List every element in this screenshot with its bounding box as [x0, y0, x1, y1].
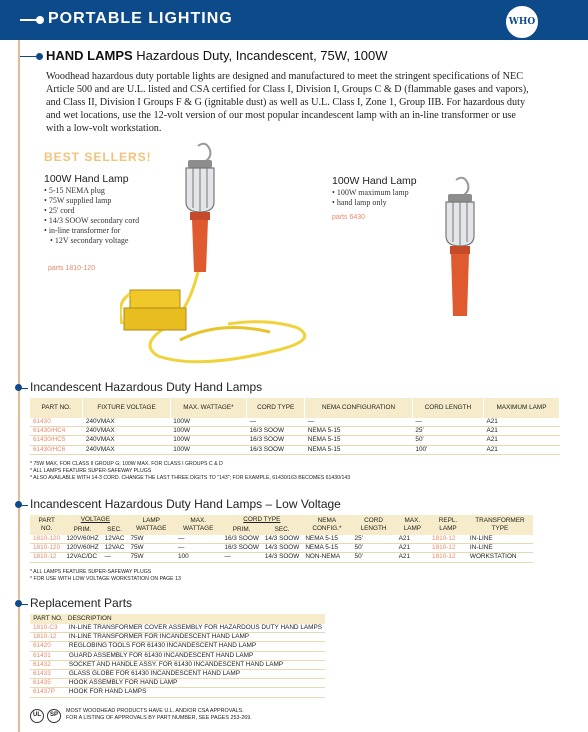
company-logo: [504, 4, 540, 40]
table-cell: A21: [483, 427, 559, 436]
group-header: VOLTAGE: [63, 515, 127, 525]
table-cell: A21: [483, 418, 559, 427]
part-description: HOOK FOR HAND LAMPS: [66, 688, 325, 697]
part-number: 1810-12: [30, 633, 66, 642]
lamp1-feature: • 5-15 NEMA plug: [44, 186, 184, 196]
table-cell: NON-NEMA: [302, 553, 351, 562]
table-cell: IN-LINE: [467, 535, 533, 544]
table-cell: 16/3 SOOW: [247, 427, 305, 436]
table-cell: 16/3 SOOW: [221, 535, 261, 544]
replacement-parts-table: [30, 614, 325, 698]
table-cell: 12VAC: [102, 544, 128, 553]
section-bullet: [15, 600, 22, 607]
column-header: MAX. WATTAGE: [175, 515, 221, 535]
lamp1-feature-cont: 12V secondary voltage: [54, 236, 129, 245]
lamp1-feature: • 75W supplied lamp: [44, 196, 184, 206]
table-cell: 25': [352, 535, 396, 544]
part-number: 1810-12: [30, 553, 63, 562]
table-cell: A21: [396, 535, 429, 544]
table-row: [30, 436, 560, 445]
header-bullet: [36, 16, 44, 24]
table-cell: —: [305, 418, 413, 427]
table-cell: NEMA 5-15: [302, 535, 351, 544]
column-header: MAX. WATTAGE*: [170, 398, 246, 418]
table-row: [30, 642, 325, 651]
column-header: PART NO.: [30, 614, 66, 624]
footnote: * FOR USE WITH LOW VOLTAGE WORKSTATION ON PAGE 13: [30, 576, 181, 582]
table-row: [30, 651, 325, 660]
lamp2-title: 100W Hand Lamp: [332, 175, 417, 187]
column-header: PART NO.: [30, 515, 63, 535]
logo-text: WHO: [508, 17, 536, 27]
lamp2-feature: • 100W maximum lamp: [332, 188, 472, 198]
part-description: IN-LINE TRANSFORMER COVER ASSEMBLY FOR HAZARDOUS DUTY HAND LAMPS: [66, 624, 325, 633]
intro-paragraph: Woodhead hazardous duty portable lights are designed and manufactured to meet the stringent specifications of NEC Article 500 and are U.L. listed and CSA certified for Class I, Division I, Groups C & D (flammable gases and vapors), and Class II, Division I Groups F & G (ignitable dust) as well as U.L. Class I, Zone 1, Group IIB. For hazardous duty and wet locations, use the 12-volt version of our most popular incandescent lamp with an in-line transformer or use with a low-volt workstation.: [46, 71, 529, 134]
page-title: PORTABLE LIGHTING: [48, 10, 233, 27]
table1-title: Incandescent Hazardous Duty Hand Lamps: [30, 380, 263, 394]
table-row: [30, 418, 560, 427]
footnote: * 75W MAX. FOR CLASS II GROUP G; 100W MAX. FOR CLASS I GROUPS C & D: [30, 461, 223, 467]
lamp2-part-number: parts 6430: [332, 214, 366, 221]
column-header: PRIM.: [63, 525, 101, 535]
part-number: 61430: [30, 418, 83, 427]
table-header-row: [30, 398, 560, 418]
table-cell: A21: [396, 544, 429, 553]
column-header: SEC.: [102, 525, 128, 535]
table-cell: —: [221, 553, 261, 562]
section-bullet: [15, 501, 22, 508]
table-cell: 100: [175, 553, 221, 562]
table-cell: 14/3 SOOW: [262, 553, 302, 562]
lamp2-feature: • hand lamp only: [332, 198, 472, 208]
part-description: GLASS GLOBE FOR 61430 INCANDESCENT HAND LAMP: [66, 670, 325, 679]
best-sellers-label: BEST SELLERS!: [44, 150, 152, 164]
section-bullet: [36, 53, 43, 60]
hand-lamp-with-transformer-image: [120, 140, 320, 370]
hand-lamps-table: [30, 398, 560, 455]
table-cell: 100W: [170, 436, 246, 445]
part-number: 61430/HC5: [30, 436, 83, 445]
table-cell: 50': [352, 544, 396, 553]
header-band: [0, 0, 588, 40]
table-cell: 100W: [170, 418, 246, 427]
part-number: 61435: [30, 679, 66, 688]
table-row: [30, 670, 325, 679]
lamp1-feature: • 14/3 SOOW secondary cord: [44, 216, 184, 226]
table-cell: —: [102, 553, 128, 562]
table-cell: 12VAC/DC: [63, 553, 101, 562]
footnote: * ALSO AVAILABLE WITH 14-3 CORD. CHANGE THE LAST THREE DIGITS TO "143"; FOR EXAMPLE, 61430/163 BECOMES 61430/143: [30, 475, 351, 481]
table-group-header-row: [30, 515, 533, 525]
column-header: TRANSFORMER TYPE: [467, 515, 533, 535]
group-header: CORD TYPE: [221, 515, 302, 525]
table-cell: 75W: [127, 544, 175, 553]
table-cell: 100W: [170, 445, 246, 454]
table-cell: 240VMAX: [83, 436, 170, 445]
hand-lamp-image: [430, 176, 490, 336]
part-description: IN-LINE TRANSFORMER FOR INCANDESCENT HAND LAMP: [66, 633, 325, 642]
column-header: NEMA CONFIG.*: [302, 515, 351, 535]
table-cell: 75W: [127, 535, 175, 544]
table-cell: 12VAC: [102, 535, 128, 544]
table-cell: A21: [396, 553, 429, 562]
table-cell: 16/3 SOOW: [247, 436, 305, 445]
lamp1-feature: • in-line transformer for: [44, 226, 184, 236]
table2-title: Incandescent Hazardous Duty Hand Lamps – Low Voltage: [30, 497, 341, 511]
part-number: 61430/HC4: [30, 427, 83, 436]
table-row: [30, 445, 560, 454]
column-header: CORD TYPE: [247, 398, 305, 418]
column-header: CORD LENGTH: [412, 398, 483, 418]
table-cell: NEMA 5-15: [305, 436, 413, 445]
table-cell: 240VMAX: [83, 427, 170, 436]
part-number: 61431: [30, 651, 66, 660]
replacement-lamp: 1810-12: [429, 544, 467, 553]
table-row: [30, 660, 325, 669]
lamp1-title: 100W Hand Lamp: [44, 173, 129, 185]
replacement-lamp: 1810-12: [429, 535, 467, 544]
column-header: MAXIMUM LAMP: [483, 398, 559, 418]
table-cell: 120V/60HZ: [63, 544, 101, 553]
table-row: [30, 633, 325, 642]
ul-logo-icon: UL: [30, 709, 44, 723]
part-number: 61433: [30, 670, 66, 679]
table-cell: 16/3 SOOW: [247, 445, 305, 454]
table-cell: 14/3 SOOW: [262, 535, 302, 544]
table-cell: 100W: [170, 427, 246, 436]
table-cell: 50': [352, 553, 396, 562]
column-header: MAX. LAMP: [396, 515, 429, 535]
table-cell: —: [247, 418, 305, 427]
table-cell: —: [412, 418, 483, 427]
approvals-line: FOR A LISTING OF APPROVALS BY PART NUMBER, SEE PAGES 253-269.: [66, 715, 252, 721]
column-header: FIXTURE VOLTAGE: [83, 398, 170, 418]
table-cell: —: [175, 544, 221, 553]
part-number: 61420: [30, 642, 66, 651]
column-header: LAMP WATTAGE: [127, 515, 175, 535]
hand-lamps-title-bold: HAND LAMPS: [46, 48, 133, 63]
lamp1-feature: • 25' cord: [44, 206, 184, 216]
column-header: SEC.: [262, 525, 302, 535]
table-cell: IN-LINE: [467, 544, 533, 553]
csa-logo-icon: SP: [47, 709, 61, 723]
column-header: PART NO.: [30, 398, 83, 418]
table-cell: 120V/60HZ: [63, 535, 101, 544]
table-cell: NEMA 5-15: [305, 427, 413, 436]
column-header: NEMA CONFIGURATION: [305, 398, 413, 418]
table-row: [30, 535, 533, 544]
part-description: GUARD ASSEMBLY FOR 61430 INCANDESCENT HAND LAMP: [66, 651, 325, 660]
low-voltage-table: [30, 515, 533, 563]
part-number: 61430/HC6: [30, 445, 83, 454]
table-row: [30, 688, 325, 697]
part-number: 1810-C3: [30, 624, 66, 633]
table-cell: 75W: [127, 553, 175, 562]
column-header: DESCRIPTION: [66, 614, 325, 624]
table-header-row: [30, 614, 325, 624]
table-cell: 50': [412, 436, 483, 445]
part-number: 61437P: [30, 688, 66, 697]
table-cell: —: [175, 535, 221, 544]
lamp1-part-number: parts 1810-120: [48, 265, 96, 272]
part-description: REGLOBING TOOLS FOR 61430 INCANDESCENT HAND LAMP: [66, 642, 325, 651]
table-cell: A21: [483, 436, 559, 445]
column-header: CORD LENGTH: [352, 515, 396, 535]
table-cell: WORKSTATION: [467, 553, 533, 562]
table-cell: 14/3 SOOW: [262, 544, 302, 553]
table-cell: 25': [412, 427, 483, 436]
table-cell: 240VMAX: [83, 445, 170, 454]
hand-lamps-title: [46, 48, 388, 63]
footnote: * ALL LAMPS FEATURE SUPER-SAFEWAY PLUGS: [30, 468, 152, 474]
table-cell: 16/3 SOOW: [221, 544, 261, 553]
table-cell: 240VMAX: [83, 418, 170, 427]
part-number: 1810-120: [30, 535, 63, 544]
table-row: [30, 679, 325, 688]
part-description: SOCKET AND HANDLE ASSY. FOR 61430 INCANDESCENT HAND LAMP: [66, 660, 325, 669]
footnote: * ALL LAMPS FEATURE SUPER-SAFEWAY PLUGS: [30, 569, 152, 575]
table-cell: 100': [412, 445, 483, 454]
replacement-lamp: 1810-12: [429, 553, 467, 562]
part-description: HOOK ASSEMBLY FOR HAND LAMP: [66, 679, 325, 688]
table-row: [30, 427, 560, 436]
table-row: [30, 553, 533, 562]
table-row: [30, 624, 325, 633]
approvals-line: MOST WOODHEAD PRODUCTS HAVE U.L. AND/OR CSA APPROVALS.: [66, 708, 244, 714]
table-cell: NEMA 5-15: [305, 445, 413, 454]
section-bullet: [15, 384, 22, 391]
column-header: PRIM.: [221, 525, 261, 535]
column-header: REPL. LAMP: [429, 515, 467, 535]
hand-lamps-title-rest: Hazardous Duty, Incandescent, 75W, 100W: [132, 48, 388, 63]
table1-notes: [30, 461, 350, 482]
table2-notes: [30, 569, 181, 583]
table-row: [30, 544, 533, 553]
part-number: 61432: [30, 660, 66, 669]
table-cell: NEMA 5-15: [302, 544, 351, 553]
table-cell: A21: [483, 445, 559, 454]
part-number: 1810-120: [30, 544, 63, 553]
table3-title: Replacement Parts: [30, 596, 133, 610]
approvals-note: [66, 708, 252, 722]
